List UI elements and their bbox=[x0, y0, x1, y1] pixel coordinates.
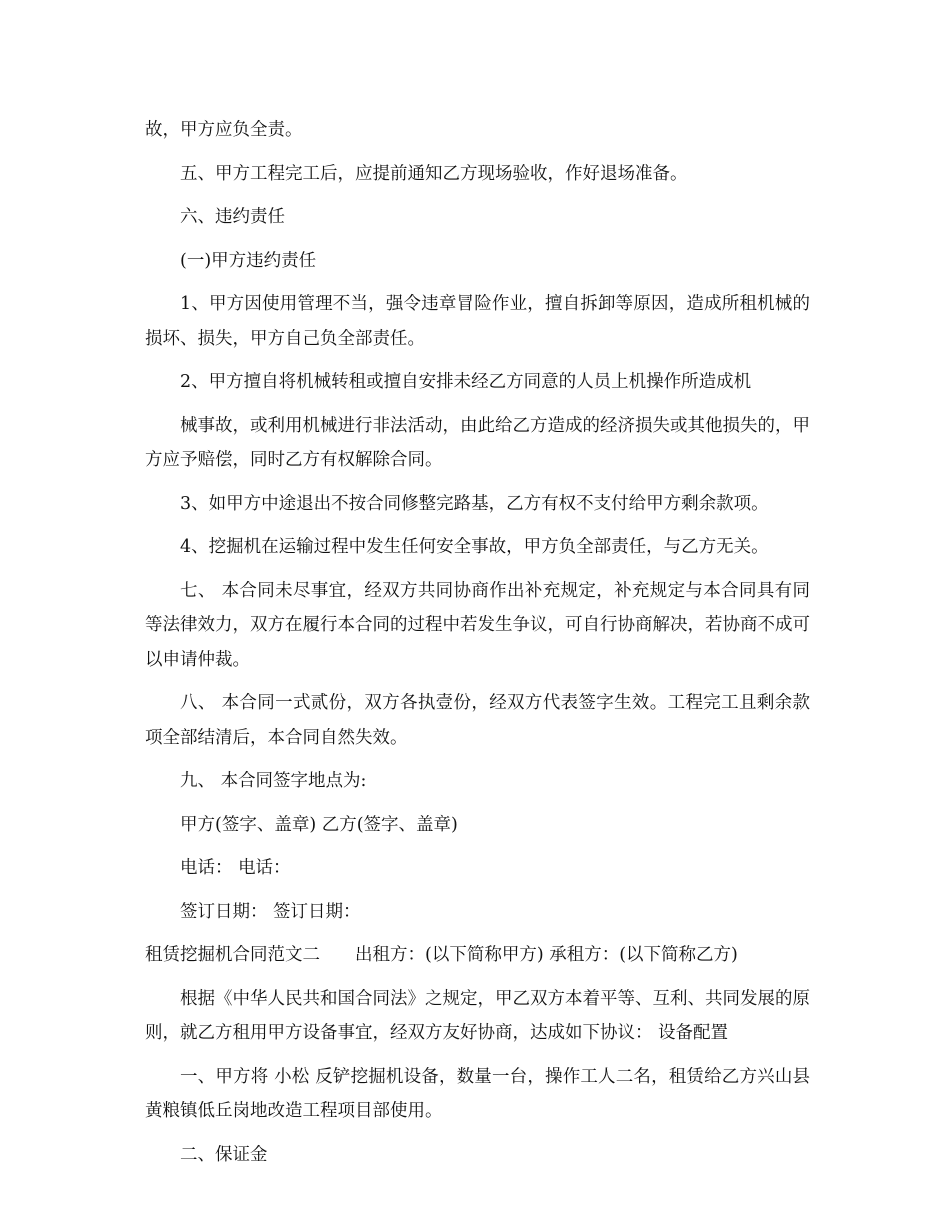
section-heading-breach: 六、违约责任 bbox=[180, 207, 285, 227]
section-heading-deposit: 二、保证金 bbox=[180, 1144, 268, 1165]
signature-line: 甲方(签字、盖章) 乙方(签字、盖章) bbox=[180, 814, 458, 835]
paragraph-12: 九、 本合同签字地点为: bbox=[180, 771, 367, 791]
paragraph-5: 1、甲方因使用管理不当，强令违章冒险作业，擅自拆卸等原因，造成所租机械的损坏、损失，甲方自己负全部责任。 bbox=[145, 294, 810, 349]
phone-line: 电话： 电话： bbox=[180, 858, 291, 878]
subsection-heading-party-a-breach: (一)甲方违约责任 bbox=[180, 250, 317, 271]
paragraph-2: 五、甲方工程完工后，应提前通知乙方现场验收，作好退场准备。 bbox=[180, 163, 688, 184]
date-line: 签订日期： 签订日期： bbox=[180, 901, 361, 922]
paragraph-9: 4、挖掘机在运输过程中发生任何安全事故，甲方负全部责任，与乙方无关。 bbox=[180, 537, 769, 557]
paragraph-11: 八、 本合同一式贰份，双方各执壹份，经双方代表签字生效。工程完工且剩余款项全部结清后，本合同自然失效。 bbox=[145, 693, 810, 748]
paragraph-7: 械事故，或利用机械进行非法活动，由此给乙方造成的经济损失或其他损失的，甲方应予赔偿，同时乙方有权解除合同。 bbox=[145, 415, 810, 470]
paragraph-10: 七、 本合同未尽事宜，经双方共同协商作出补充规定，补充规定与本合同具有同等法律效力，双方在履行本合同的过程中若发生争议，可自行协商解决，若协商不成可以申请仲裁。 bbox=[145, 580, 810, 670]
document-page bbox=[145, 113, 810, 1181]
paragraph-17: 根据《中华人民共和国合同法》之规定，甲乙双方本着平等、互利、共同发展的原则，就乙方租用甲方设备事宜，经双方友好协商，达成如下协议： 设备配置 bbox=[145, 988, 810, 1043]
paragraph-1: 故，甲方应负全责。 bbox=[145, 120, 303, 140]
second-contract-title: 租赁挖掘机合同范文二 出租方：(以下简称甲方) 承租方：(以下简称乙方) bbox=[145, 945, 738, 965]
paragraph-18: 一、甲方将 小松 反铲挖掘机设备，数量一台，操作工人二名，租赁给乙方兴山县黄粮镇低丘岗地改造工程项目部使用。 bbox=[145, 1066, 810, 1121]
paragraph-8: 3、如甲方中途退出不按合同修整完路基，乙方有权不支付给甲方剩余款项。 bbox=[180, 493, 769, 514]
paragraph-6: 2、甲方擅自将机械转租或擅自安排未经乙方同意的人员上机操作所造成机 bbox=[180, 372, 752, 392]
